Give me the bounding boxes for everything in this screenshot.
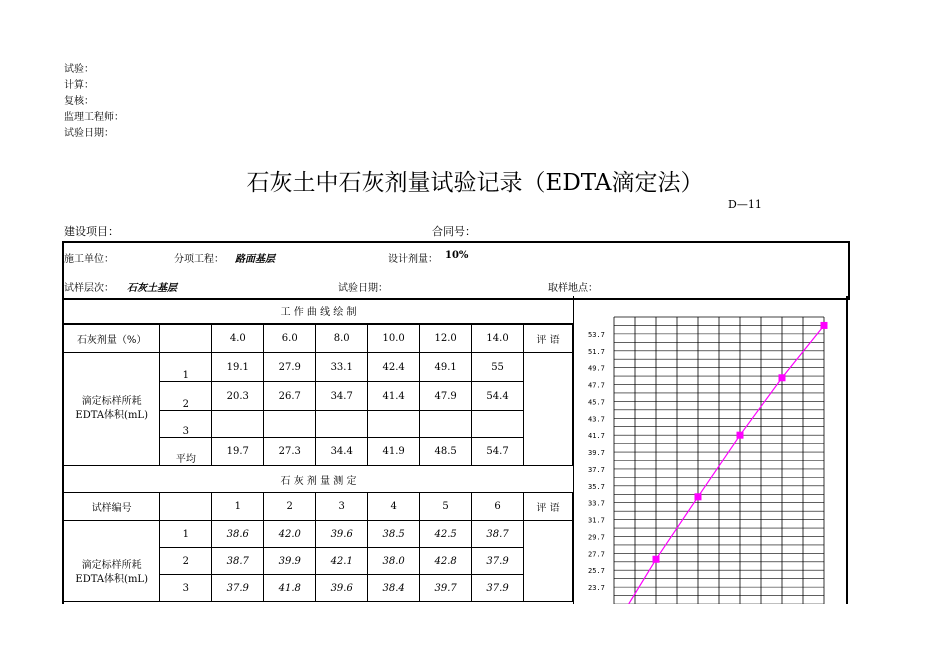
row-label: 3 xyxy=(160,575,212,602)
measure-cell: 42.8 xyxy=(420,548,472,575)
y-tick-label: 43.7 xyxy=(588,415,605,424)
measure-cell: 38.5 xyxy=(368,521,420,548)
data-point xyxy=(821,322,828,329)
measure-cell: 41.8 xyxy=(264,575,316,602)
unit-label: 施工单位： xyxy=(64,254,114,265)
location-label: 取样地点： xyxy=(548,283,598,294)
design-dose-value: 10% xyxy=(445,250,469,261)
y-tick-label: 51.7 xyxy=(588,347,605,356)
data-cell: 33.1 xyxy=(316,353,368,382)
chart-y-ticks xyxy=(588,331,605,592)
project-label: 建设项目： xyxy=(64,225,119,238)
edta-label-line2: EDTA体积(mL) xyxy=(75,574,148,585)
edta-label-line1: 滴定标样所耗 xyxy=(81,396,142,407)
measure-cell: 37.9 xyxy=(472,548,524,575)
measure-cell: 39.9 xyxy=(264,548,316,575)
remark-header: 评 语 xyxy=(524,325,573,353)
data-cell: 19.1 xyxy=(212,353,264,382)
data-point xyxy=(737,432,744,439)
chart-grid xyxy=(614,317,824,604)
measure-section-title: 石 灰 剂 量 测 定 xyxy=(280,476,357,487)
curve-table xyxy=(64,324,573,466)
data-cell: 42.4 xyxy=(368,353,420,382)
curve-section-header xyxy=(64,296,573,324)
remark-cell xyxy=(524,353,573,466)
signature-calculator: 计算： xyxy=(64,80,94,91)
sample-no-cell: 2 xyxy=(264,493,316,521)
y-tick-label: 23.7 xyxy=(588,584,605,593)
row-label: 1 xyxy=(160,353,212,382)
subproject-value: 路面基层 xyxy=(235,254,275,265)
remark-header: 评 语 xyxy=(524,493,573,521)
data-cell: 47.9 xyxy=(420,382,472,411)
signature-date: 试验日期： xyxy=(64,128,114,139)
sample-no-header: 试样编号 xyxy=(64,493,160,521)
signature-reviewer: 复核： xyxy=(64,96,94,107)
edta-label xyxy=(64,353,160,466)
sample-no-cell: 6 xyxy=(472,493,524,521)
edta-label-line2: EDTA体积(mL) xyxy=(75,410,148,421)
data-cell: 55 xyxy=(472,353,524,382)
data-point xyxy=(695,493,702,500)
y-tick-label: 45.7 xyxy=(588,398,605,407)
sample-header-row xyxy=(64,493,573,521)
data-cell: 41.4 xyxy=(368,382,420,411)
contract-label: 合同号： xyxy=(432,225,476,238)
dose-cell: 14.0 xyxy=(472,325,524,353)
data-cell xyxy=(316,411,368,438)
measure-table xyxy=(64,492,573,602)
data-cell: 34.4 xyxy=(316,438,368,466)
y-tick-label: 25.7 xyxy=(588,567,605,576)
data-cell xyxy=(368,411,420,438)
measure-cell: 38.6 xyxy=(212,521,264,548)
measure-cell: 38.7 xyxy=(212,548,264,575)
measure-cell: 39.6 xyxy=(316,521,368,548)
sample-no-cell: 1 xyxy=(212,493,264,521)
dose-cell: 10.0 xyxy=(368,325,420,353)
dose-cell: 6.0 xyxy=(264,325,316,353)
row-label: 平均 xyxy=(160,438,212,466)
row-label: 2 xyxy=(160,382,212,411)
measure-cell: 42.0 xyxy=(264,521,316,548)
measure-cell: 42.1 xyxy=(316,548,368,575)
data-cell: 27.3 xyxy=(264,438,316,466)
subproject-label: 分项工程： xyxy=(174,254,224,265)
y-tick-label: 31.7 xyxy=(588,516,605,525)
dose-header-row xyxy=(64,325,573,353)
measure-row xyxy=(64,521,573,548)
data-cell xyxy=(212,411,264,438)
y-tick-label: 39.7 xyxy=(588,449,605,458)
y-tick-label: 37.7 xyxy=(588,465,605,474)
y-tick-label: 29.7 xyxy=(588,533,605,542)
y-tick-label: 47.7 xyxy=(588,381,605,390)
layer-label: 试样层次： xyxy=(64,283,114,294)
y-tick-label: 41.7 xyxy=(588,432,605,441)
y-tick-label: 27.7 xyxy=(588,550,605,559)
body-right-border xyxy=(846,296,848,604)
measure-cell: 38.4 xyxy=(368,575,420,602)
measure-cell: 37.9 xyxy=(212,575,264,602)
edta-label-line1: 滴定标样所耗 xyxy=(81,560,142,571)
row-label: 1 xyxy=(160,521,212,548)
row-label: 3 xyxy=(160,411,212,438)
measure-cell: 38.0 xyxy=(368,548,420,575)
dose-cell: 8.0 xyxy=(316,325,368,353)
y-tick-label: 33.7 xyxy=(588,499,605,508)
measure-section-header xyxy=(64,465,573,493)
data-cell: 48.5 xyxy=(420,438,472,466)
blank-cell xyxy=(160,325,212,353)
measure-cell: 38.7 xyxy=(472,521,524,548)
data-cell xyxy=(264,411,316,438)
signature-tester: 试验： xyxy=(64,64,94,75)
data-cell: 49.1 xyxy=(420,353,472,382)
data-cell xyxy=(472,411,524,438)
data-cell: 19.7 xyxy=(212,438,264,466)
test-date-label: 试验日期： xyxy=(338,283,388,294)
signature-supervisor: 监理工程师： xyxy=(64,112,124,123)
measure-cell: 39.6 xyxy=(316,575,368,602)
measure-cell: 42.5 xyxy=(420,521,472,548)
blank-cell xyxy=(160,493,212,521)
sample-no-cell: 5 xyxy=(420,493,472,521)
data-cell: 34.7 xyxy=(316,382,368,411)
data-cell: 26.7 xyxy=(264,382,316,411)
data-cell xyxy=(420,411,472,438)
dose-cell: 4.0 xyxy=(212,325,264,353)
form-code: D—11 xyxy=(728,198,762,211)
measure-cell: 37.9 xyxy=(472,575,524,602)
data-cell: 54.7 xyxy=(472,438,524,466)
curve-row xyxy=(64,353,573,382)
data-cell: 54.4 xyxy=(472,382,524,411)
sample-no-cell: 4 xyxy=(368,493,420,521)
data-point xyxy=(653,556,660,563)
lime-dose-header: 石灰剂量（%） xyxy=(64,325,160,353)
y-tick-label: 49.7 xyxy=(588,364,605,373)
data-cell: 20.3 xyxy=(212,382,264,411)
data-point xyxy=(779,374,786,381)
y-tick-label: 35.7 xyxy=(588,482,605,491)
y-tick-label: 53.7 xyxy=(588,330,605,339)
page-title: 石灰土中石灰剂量试验记录（EDTA滴定法） xyxy=(246,170,704,196)
working-curve-chart xyxy=(574,297,846,604)
curve-section-title: 工 作 曲 线 绘 制 xyxy=(280,307,357,318)
layer-value: 石灰土基层 xyxy=(127,283,177,294)
row-label: 2 xyxy=(160,548,212,575)
measure-cell: 39.7 xyxy=(420,575,472,602)
design-dose-label: 设计剂量： xyxy=(388,254,438,265)
data-cell: 27.9 xyxy=(264,353,316,382)
dose-cell: 12.0 xyxy=(420,325,472,353)
sample-no-cell: 3 xyxy=(316,493,368,521)
data-cell: 41.9 xyxy=(368,438,420,466)
edta-label xyxy=(64,521,160,602)
remark-cell xyxy=(524,521,573,602)
